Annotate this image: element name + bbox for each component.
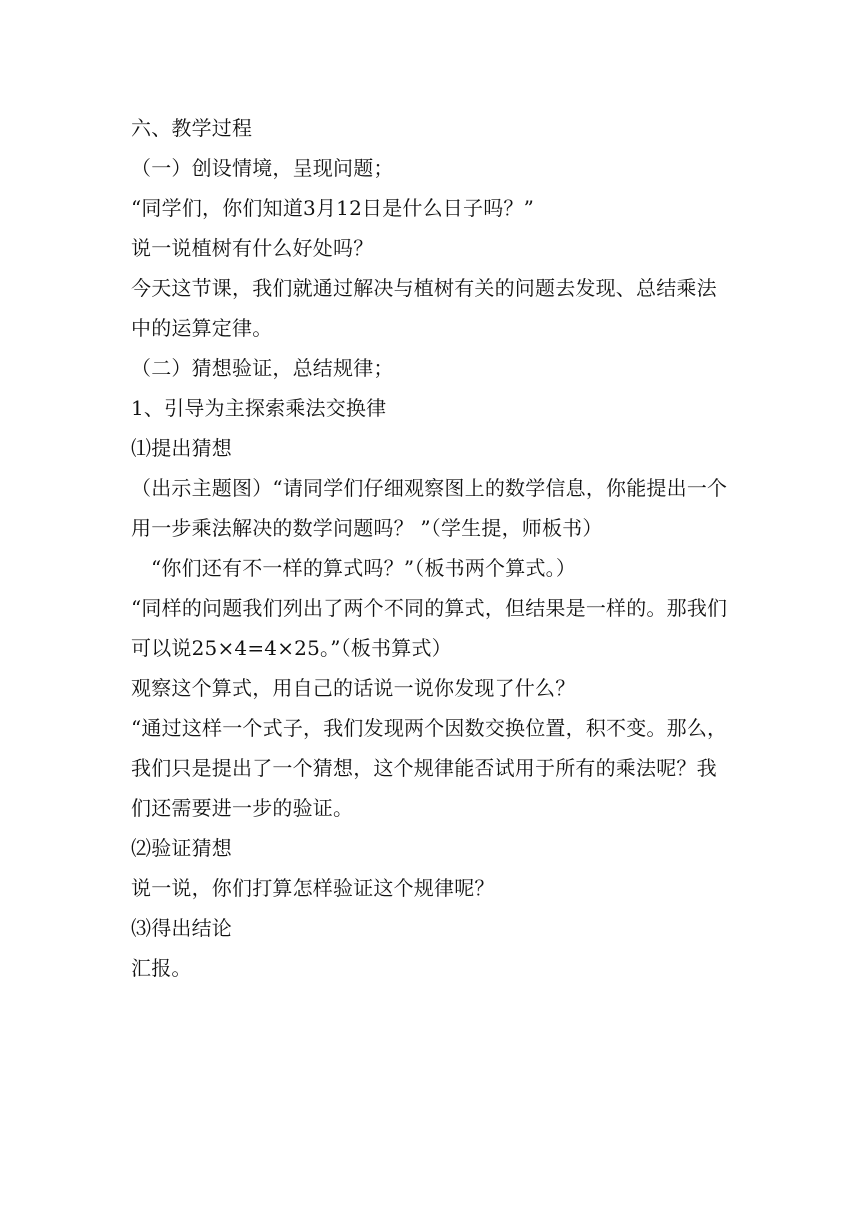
paragraph-verify-method: 说一说，你们打算怎样验证这个规律呢？	[131, 876, 495, 900]
paragraph-report: 汇报。	[131, 956, 192, 980]
paragraph-planting-benefits: 说一说植树有什么好处吗？	[131, 236, 374, 260]
paragraph-lesson-intro: 今天这节课，我们就通过解决与植树有关的问题去发现、总结乘法中的运算定律。	[131, 276, 717, 340]
paragraph-same-result: “同样的问题我们列出了两个不同的算式，但结果是一样的。那我们可以说25×4=4×25。”（板书算式）	[131, 596, 728, 660]
subsection-heading-verification: （二）猜想验证，总结规律；	[131, 356, 394, 380]
section-heading: 六、教学过程	[131, 116, 253, 140]
document-body	[131, 108, 733, 988]
step-heading-conclusion: ⑶得出结论	[131, 916, 232, 940]
subsection-heading-situation: （一）创设情境，呈现问题；	[131, 156, 394, 180]
paragraph-observe-formula: 观察这个算式，用自己的话说一说你发现了什么？	[131, 676, 576, 700]
step-heading-hypothesis: ⑴提出猜想	[131, 436, 232, 460]
paragraph-question-date: “同学们，你们知道3月12日是什么日子吗？”	[131, 196, 535, 220]
step-heading-verify: ⑵验证猜想	[131, 836, 232, 860]
subsection-title-commutative-law: 1、引导为主探索乘法交换律	[131, 396, 387, 420]
paragraph-other-formula: “你们还有不一样的算式吗？”（板书两个算式。）	[151, 556, 577, 580]
paragraph-theme-image: （出示主题图）“请同学们仔细观察图上的数学信息，你能提出一个用一步乘法解决的数学问题吗？ ”（学生提，师板书）	[131, 476, 728, 540]
paragraph-discovery: “通过这样一个式子，我们发现两个因数交换位置，积不变。那么，我们只是提出了一个猜想，这个规律能否试用于所有的乘法呢？我们还需要进一步的验证。	[131, 716, 728, 820]
